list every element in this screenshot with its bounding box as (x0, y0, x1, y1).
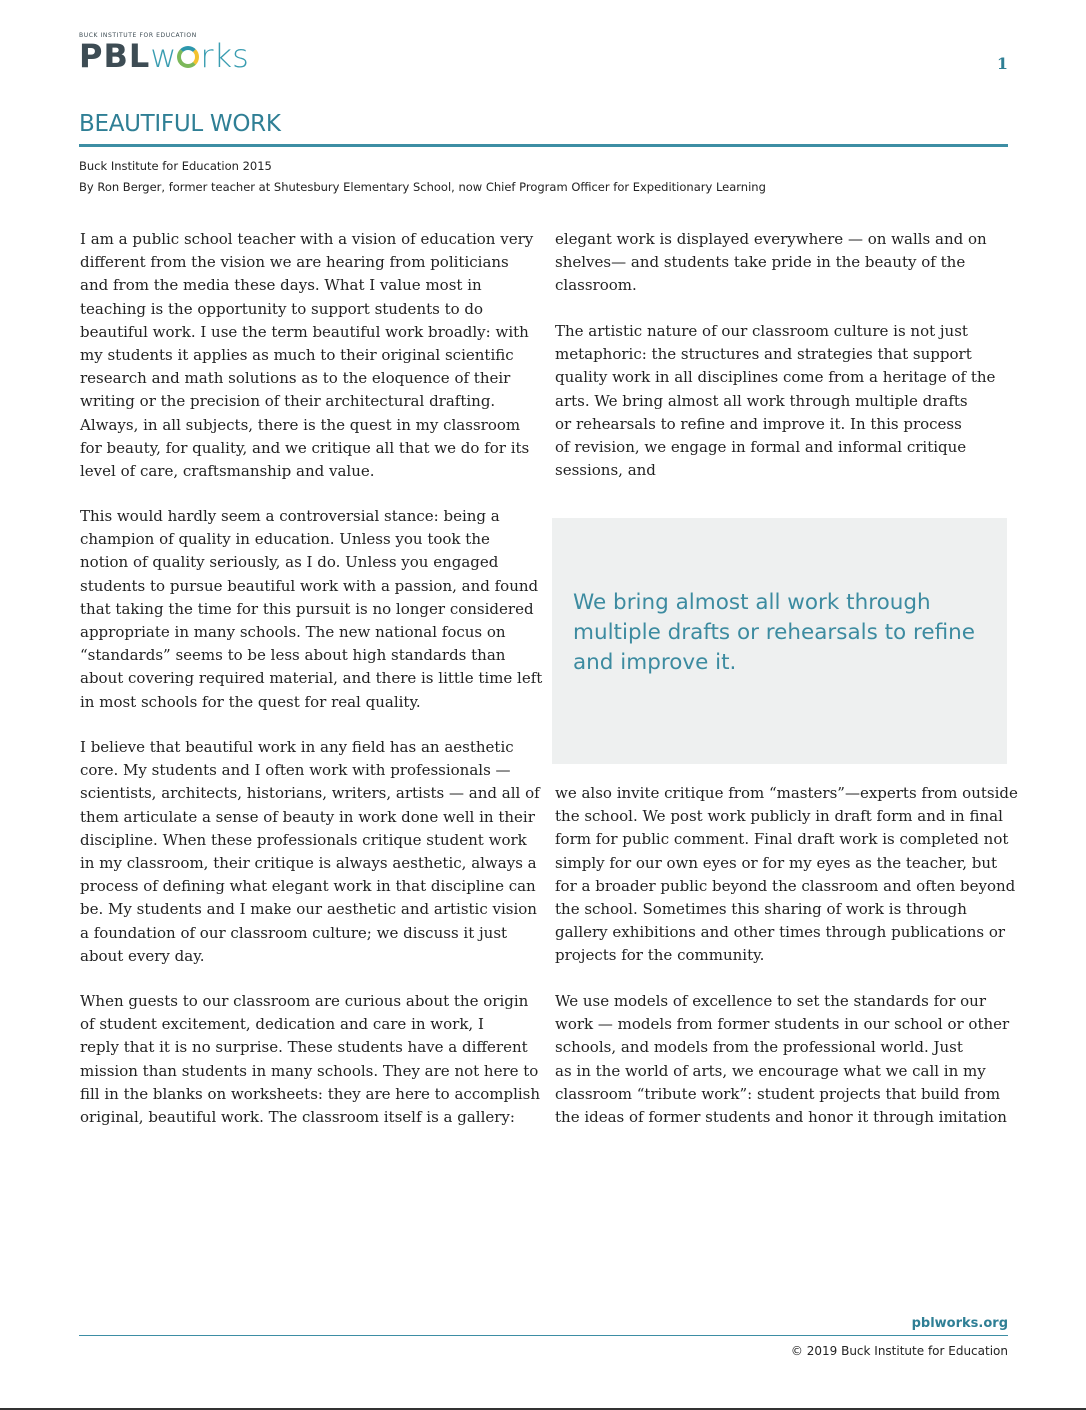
text-line: level of care, craftsmanship and value. (80, 462, 375, 481)
text-line: and improve it. (573, 650, 737, 675)
pull-quote-box (552, 518, 1007, 764)
right-paragraph-1 (555, 228, 1011, 298)
text-line: writing or the precision of their architectural drafting. (80, 392, 496, 411)
text-line: my students it applies as much to their original scientific (80, 346, 514, 365)
text-line: mission than students in many schools. They are not here to (80, 1061, 539, 1080)
right-paragraph-3 (555, 782, 1018, 968)
text-line: fill in the blanks on worksheets: they are here to accomplish (80, 1084, 541, 1103)
text-line: discipline. When these professionals critique student work (80, 830, 527, 849)
text-line: “standards” seems to be less about high standards than (80, 646, 506, 665)
logo-rks-text: rks (200, 37, 249, 75)
text-line: gallery exhibitions and other times through publications or (555, 923, 1006, 942)
text-line: original, beautiful work. The classroom itself is a gallery: (80, 1108, 515, 1127)
text-line: We use models of excellence to set the standards for our (555, 992, 987, 1010)
text-line: elegant work is displayed everywhere — on walls and on (555, 230, 987, 248)
text-line: the school. We post work publicly in draft form and in final (555, 807, 1003, 826)
footer-divider (79, 1335, 1008, 1336)
text-line: We bring almost all work through (573, 590, 931, 615)
text-line: in most schools for the quest for real quality. (80, 692, 421, 711)
text-line: notion of quality seriously, as I do. Unless you engaged (80, 553, 499, 572)
text-line: that taking the time for this pursuit is no longer considered (80, 599, 534, 618)
page-number: 1 (996, 54, 1008, 73)
text-line: for a broader public beyond the classroom and often beyond (555, 876, 1016, 895)
text-line: appropriate in many schools. The new national focus on (80, 623, 506, 642)
text-line: This would hardly seem a controversial stance: being a (80, 507, 500, 525)
text-line: beautiful work. I use the term beautiful work broadly: with (80, 322, 529, 341)
logo-pbl-text: PBL (79, 37, 151, 75)
text-line: them articulate a sense of beauty in work done well in their (80, 807, 535, 826)
text-line: classroom “tribute work”: student projects that build from (555, 1084, 1001, 1103)
text-line: of student excitement, dedication and care in work, I (80, 1015, 484, 1034)
logo-ring-icon (177, 46, 199, 68)
text-line: multiple drafts or rehearsals to refine (573, 620, 976, 645)
text-line: I believe that beautiful work in any field has an aesthetic (80, 738, 514, 756)
text-line: simply for our own eyes or for my eyes as the teacher, but (555, 853, 998, 872)
text-line: work — models from former students in our school or other (555, 1015, 1010, 1034)
text-line: be. My students and I make our aesthetic and artistic vision (80, 900, 537, 919)
text-line: form for public comment. Final draft work is completed not (555, 830, 1009, 849)
text-line: teaching is the opportunity to support students to do (80, 299, 484, 318)
byline: By Ron Berger, former teacher at Shutesbury Elementary School, now Chief Program Officer for Expeditionary Learning (79, 180, 766, 194)
footer-copyright: © 2019 Buck Institute for Education (790, 1344, 1008, 1358)
text-line: process of defining what elegant work in that discipline can (80, 877, 536, 896)
text-line: in my classroom, their critique is always aesthetic, always a (80, 854, 537, 873)
text-line: the ideas of former students and honor it through imitation (555, 1108, 1007, 1127)
text-line: as in the world of arts, we encourage what we call in my (555, 1061, 986, 1080)
text-line: and from the media these days. What I value most in (80, 276, 482, 295)
left-paragraph-1 (80, 228, 536, 483)
text-line: research and math solutions as to the eloquence of their (80, 369, 511, 388)
text-line: core. My students and I often work with professionals — (80, 761, 511, 780)
footer-website-link[interactable]: pblworks.org (911, 1316, 1008, 1331)
text-line: reply that it is no surprise. These students have a different (80, 1038, 528, 1057)
right-paragraph-2 (555, 320, 1011, 482)
title-divider (79, 144, 1008, 147)
text-line: champion of quality in education. Unless you took the (80, 530, 490, 549)
text-line: students to pursue beautiful work with a passion, and found (80, 576, 539, 595)
logo-wordmark (79, 38, 249, 74)
source-line: Buck Institute for Education 2015 (79, 159, 272, 173)
text-line: Always, in all subjects, there is the quest in my classroom (80, 415, 521, 434)
left-paragraph-3 (80, 736, 540, 968)
page-title: BEAUTIFUL WORK (79, 111, 281, 137)
text-line: a foundation of our classroom culture; we discuss it just (80, 923, 508, 942)
logo-w-text: w (150, 37, 177, 75)
logo-tagline: BUCK INSTITUTE FOR EDUCATION (79, 32, 197, 39)
text-line: or rehearsals to refine and improve it. In this process (555, 414, 962, 433)
text-line: about every day. (80, 946, 205, 965)
text-line: classroom. (555, 276, 637, 295)
text-line: arts. We bring almost all work through multiple drafts (555, 391, 968, 410)
text-line: the school. Sometimes this sharing of work is through (555, 900, 967, 919)
text-line: scientists, architects, historians, writers, artists — and all of (80, 784, 540, 803)
text-line: about covering required material, and there is little time left (80, 669, 543, 688)
text-line: sessions, and (555, 461, 656, 480)
left-paragraph-4 (80, 990, 541, 1129)
text-line: of revision, we engage in formal and informal critique (555, 438, 967, 457)
pblworks-logo (79, 30, 279, 80)
right-paragraph-4 (555, 990, 1011, 1129)
pull-quote-text (573, 588, 975, 678)
text-line: schools, and models from the professional world. Just (555, 1038, 963, 1057)
text-line: metaphoric: the structures and strategies that support (555, 345, 972, 364)
left-paragraph-2 (80, 505, 543, 714)
text-line: The artistic nature of our classroom culture is not just (555, 322, 968, 340)
text-line: different from the vision we are hearing from politicians (80, 253, 509, 272)
text-line: quality work in all disciplines come from a heritage of the (555, 368, 996, 387)
text-line: When guests to our classroom are curious about the origin (80, 992, 529, 1010)
text-line: I am a public school teacher with a vision of education very (80, 230, 534, 248)
text-line: shelves— and students take pride in the beauty of the (555, 253, 966, 272)
text-line: projects for the community. (555, 946, 765, 965)
text-line: for beauty, for quality, and we critique all that we do for its (80, 438, 530, 457)
text-line: we also invite critique from “masters”—experts from outside (555, 784, 1018, 802)
